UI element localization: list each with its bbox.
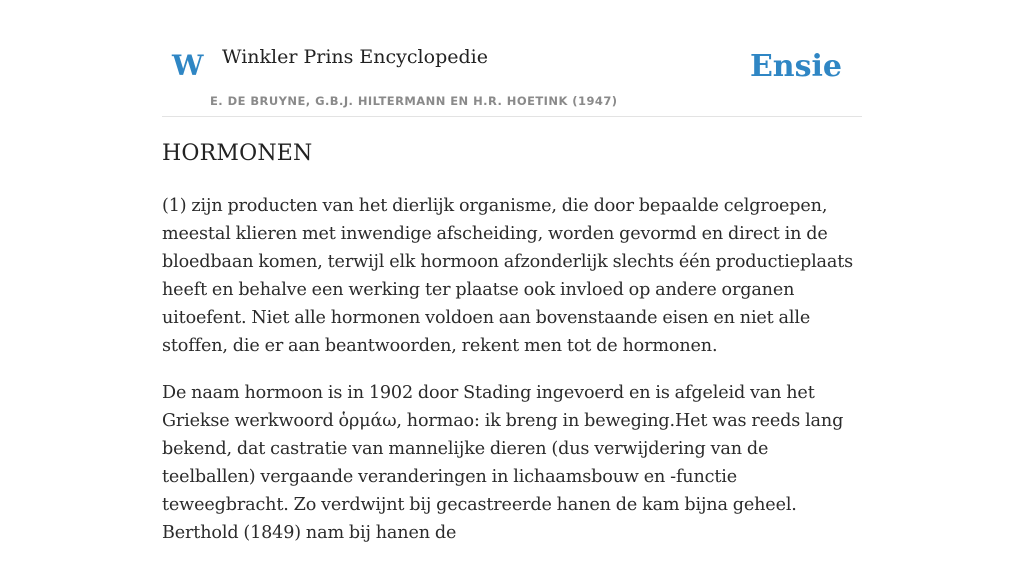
winkler-prins-logo[interactable]: W (172, 49, 204, 82)
book-authors: E. DE BRUYNE, G.B.J. HILTERMANN EN H.R. HOETINK (1947) (210, 94, 618, 108)
paragraph-1: (1) zijn producten van het dierlijk organisme, die door bepaalde celgroepen, meestal klieren met inwendige afscheiding, worden gevormd en direct in de bloedbaan komen, terwijl elk hormoon afzonderlijk slechts één productieplaats heeft en behalve een werking ter plaatse ook invloed op andere organen uitoefent. Niet alle hormonen voldoen aan bovenstaande eisen en niet alle stoffen, die er aan beantwoorden, rekent men tot de hormonen. (162, 196, 854, 356)
entry-body (162, 192, 862, 566)
book-header (162, 36, 862, 117)
ensie-logo[interactable]: Ensie (749, 49, 842, 84)
entry-title: HORMONEN (162, 141, 313, 166)
book-title[interactable]: Winkler Prins Encyclopedie (222, 46, 488, 68)
paragraph-2: De naam hormoon is in 1902 door Stading ingevoerd en is afgeleid van het Griekse werkwoord ὁρμάω, hormao: ik breng in beweging.Het was reeds lang bekend, dat castratie van mannelijke dieren (dus verwijdering van de teelballen) vergaande veranderingen in lichaamsbouw en -functie teweegbracht. Zo verdwijnt bij gecastreerde hanen de kam bijna geheel. Berthold (1849) nam bij hanen de (162, 383, 844, 543)
